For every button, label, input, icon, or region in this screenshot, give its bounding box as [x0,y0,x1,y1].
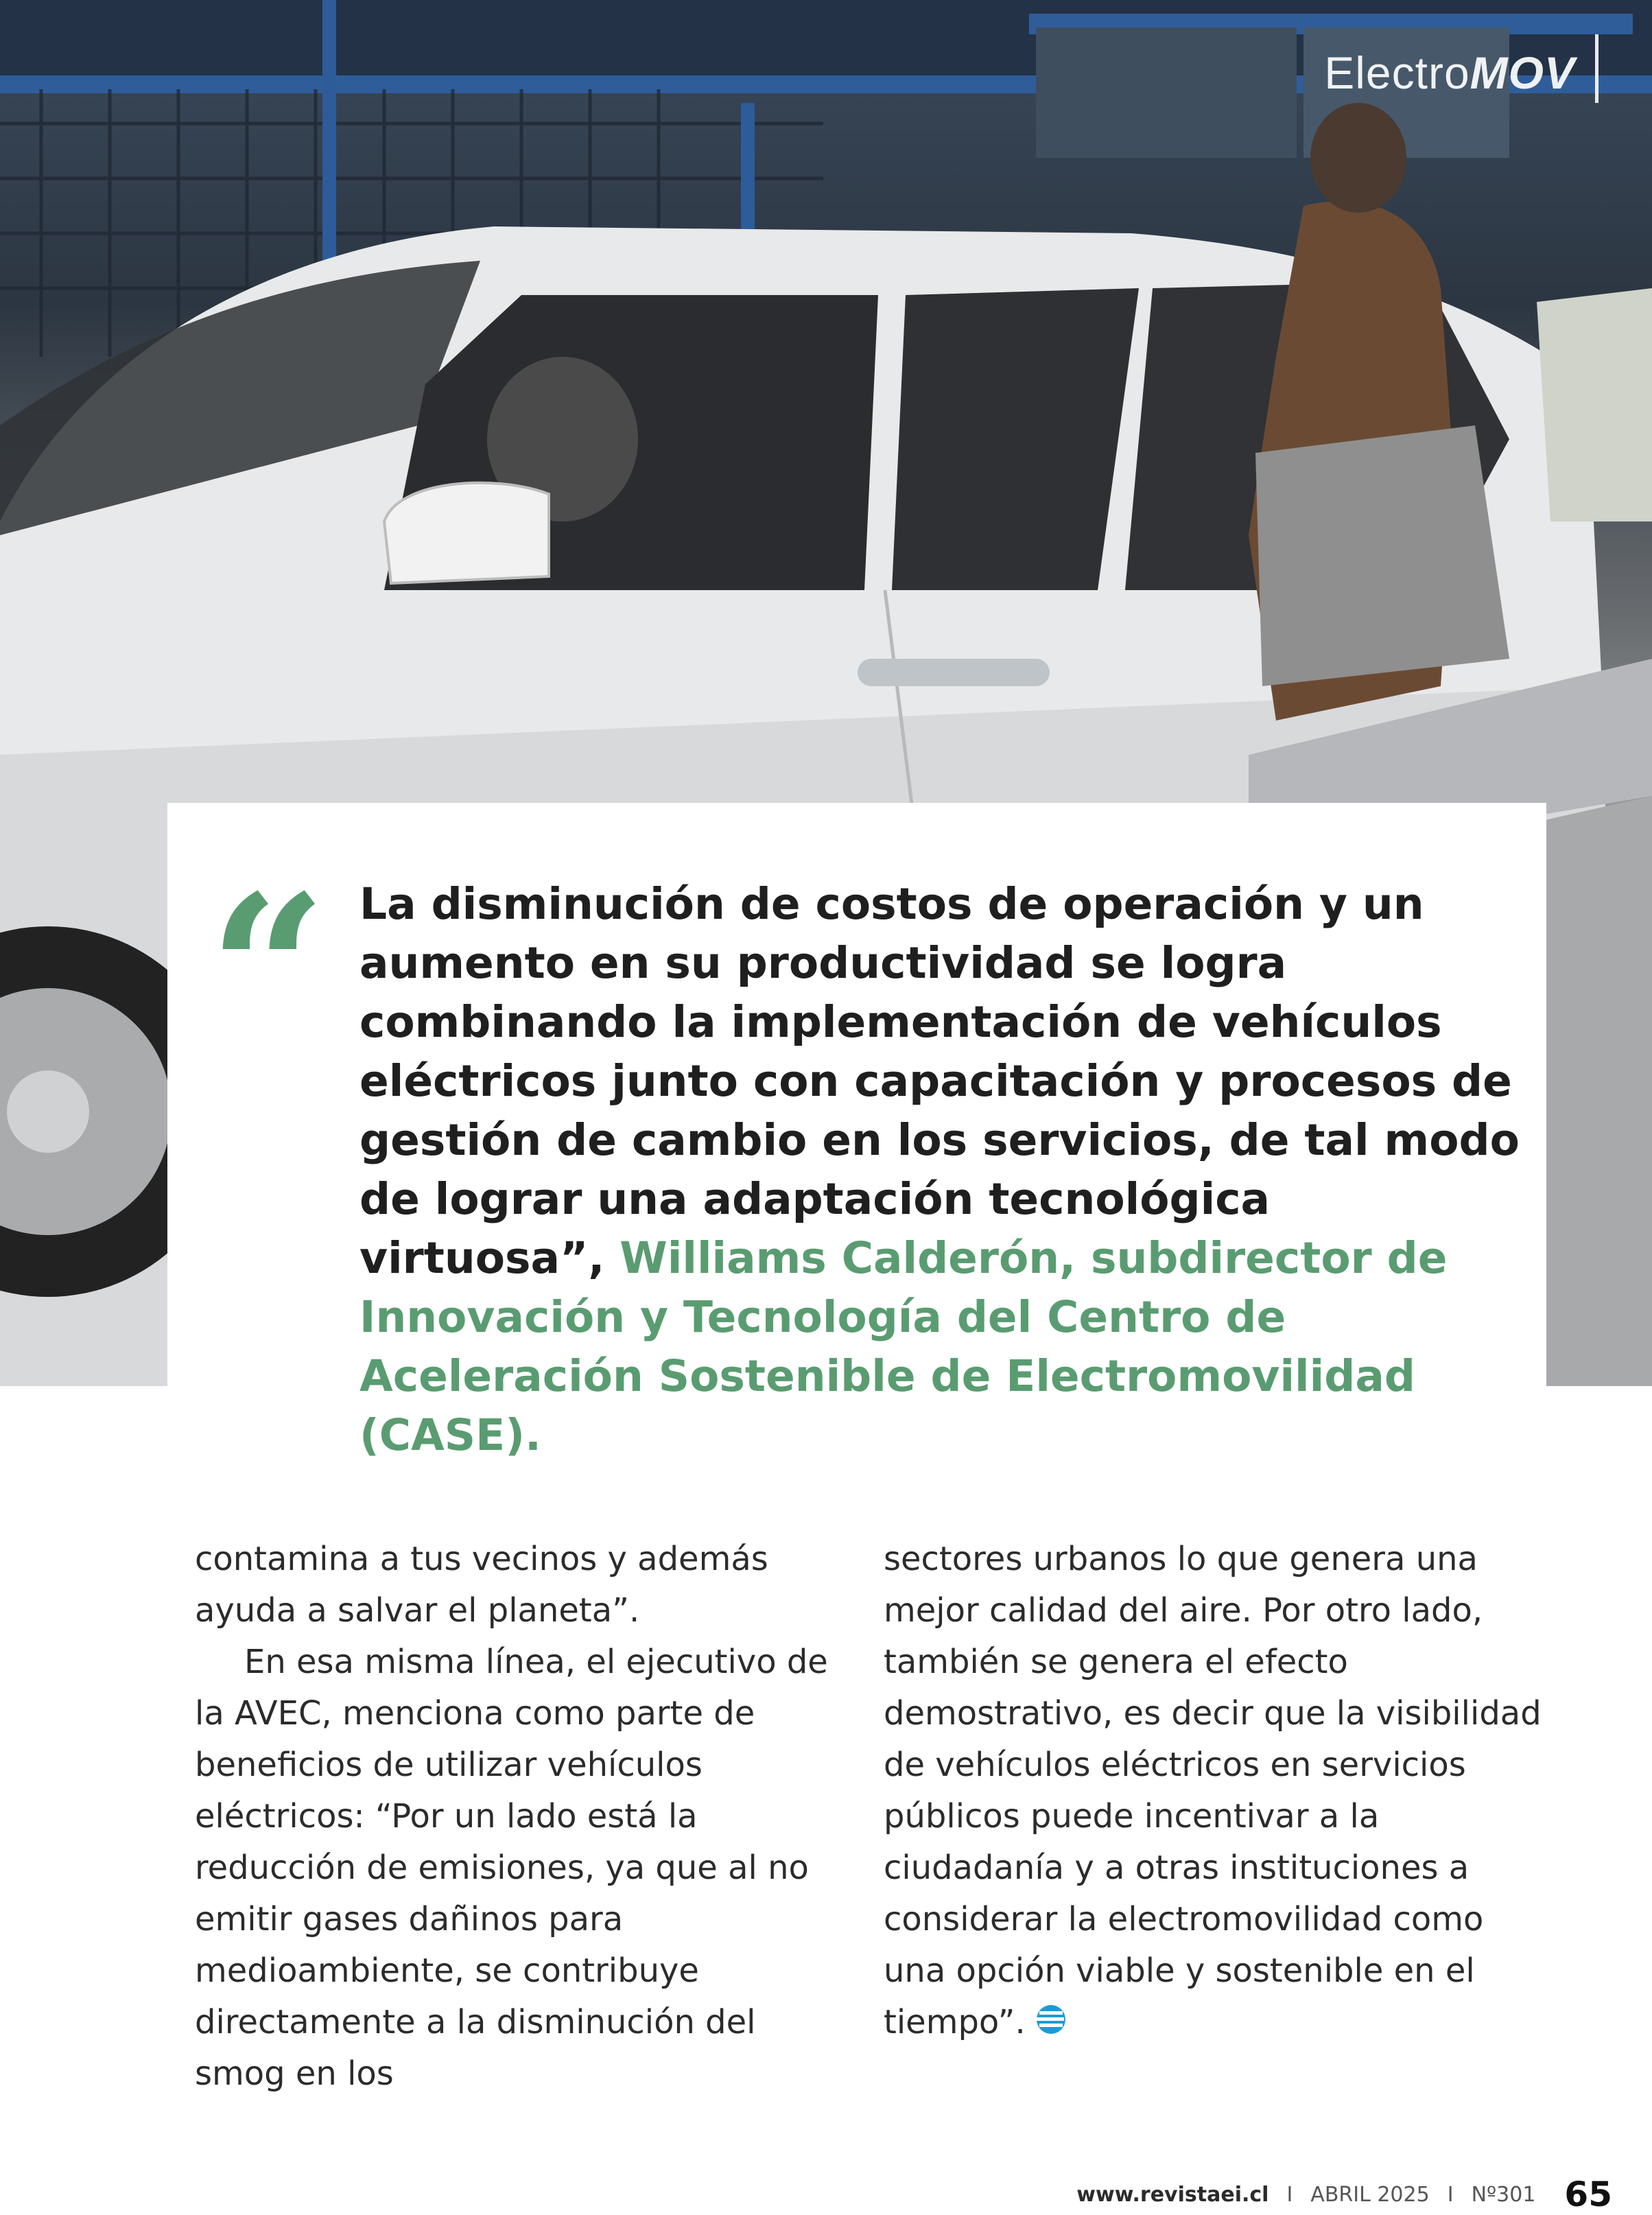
section-tag [1324,47,1575,99]
body-column-left [195,1534,853,2100]
page-number: 65 [1564,2175,1612,2214]
quote-body: La disminución de costos de operación y un aumento en su productividad se logra combinando la implementación de vehículos eléctricos junto con capacitación y procesos de gestión de cambio en los servicios, de tal modo de lograr una adaptación tecnológica virtuosa”, [359,879,1520,1283]
footer-separator: I [1447,2182,1454,2207]
footer-month: ABRIL 2025 [1310,2182,1430,2207]
footer-site: www.revistaei.cl [1076,2182,1269,2207]
quote-text [359,875,1526,1465]
body-column-right [884,1534,1542,2050]
paragraph [884,1534,1542,2050]
page-footer [1076,2174,1612,2215]
quote-author: Williams Calderón, subdirector de Innovación y Tecnología del Centro de Aceleración Sostenible de Electromovilidad (CASE). [359,1233,1448,1460]
footer-separator: I [1286,2182,1293,2207]
paragraph: contamina a tus vecinos y además ayuda a salvar el planeta”. [195,1540,768,1630]
paragraph: En esa misma línea, el ejecutivo de la AVEC, menciona como parte de beneficios de utilizar vehículos eléctricos: “Por un lado está la reducción de emisiones, ya que al no emitir gases dañinos para medioambiente, se contribuye directamente a la disminución del smog en los [195,1643,828,2093]
section-tag-bold: MOV [1470,47,1575,98]
section-tag-rule [1595,34,1598,103]
section-tag-light: Electro [1324,47,1470,98]
pull-quote [167,803,1546,1489]
paragraph-text: sectores urbanos lo que genera una mejor calidad del aire. Por otro lado, también se genera el efecto demostrativo, es decir que la visibilidad de vehículos eléctricos en servicios públicos puede incentivar a la ciudadanía y a otras instituciones a considerar la electromovilidad como una opción viable y sostenible en el tiempo”. [884,1540,1542,2041]
footer-issue: Nº301 [1471,2182,1536,2207]
quote-mark-icon: “ [209,849,327,1092]
end-of-article-icon [1032,1999,1070,2050]
